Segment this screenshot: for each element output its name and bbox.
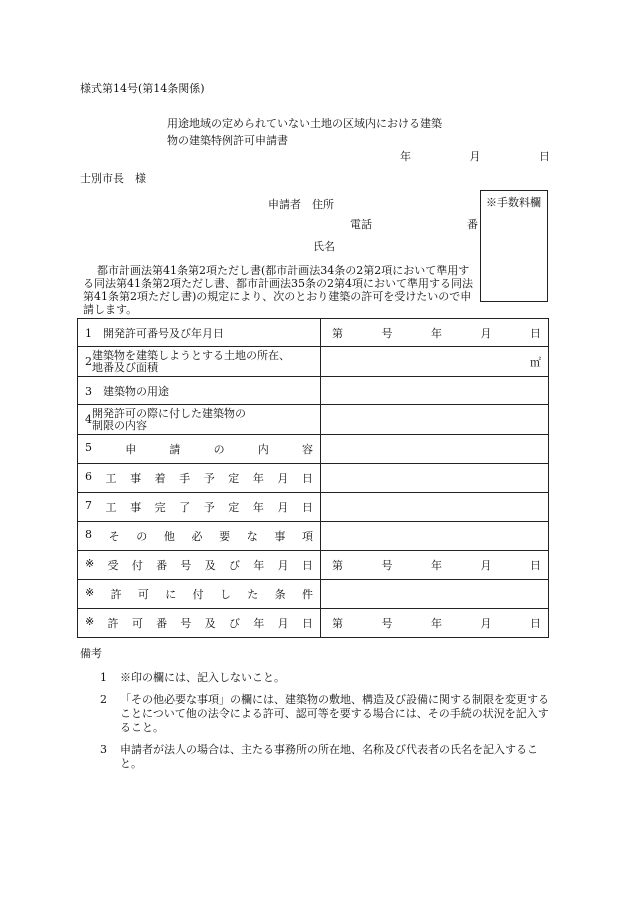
row-label-char: 年 xyxy=(252,472,264,485)
row-label-char: 請 xyxy=(169,443,181,456)
row-label: 3 建築物の用途 xyxy=(85,384,169,398)
row-label xyxy=(85,615,313,631)
row-label-cell xyxy=(78,493,321,522)
date-field-label: 年 xyxy=(431,326,442,340)
row-label-char: 日 xyxy=(301,472,313,485)
row-value-cell[interactable] xyxy=(321,347,549,377)
row-label-char: 年 xyxy=(252,501,264,514)
table-row xyxy=(78,347,549,377)
row-label-char: 番 xyxy=(156,617,168,630)
row-label-char: 容 xyxy=(301,443,313,456)
date-field-label: 号 xyxy=(381,326,393,340)
date-year-label: 年 xyxy=(400,150,411,163)
date-field-label: 号 xyxy=(381,559,393,572)
row-label-text xyxy=(92,350,290,374)
row-label-cell xyxy=(78,464,321,493)
row-label-char: 許 xyxy=(107,617,119,630)
row-label-char: 予 xyxy=(203,472,215,485)
row-label-char: 着 xyxy=(154,472,166,485)
area-unit: ㎡ xyxy=(530,355,541,369)
row-label-char: 工 xyxy=(105,472,117,485)
date-field-label: 第 xyxy=(332,559,343,572)
date-field-label: 日 xyxy=(530,617,541,630)
form-title-line-2: 物の建築特例許可申請書 xyxy=(167,134,288,147)
row-label xyxy=(85,350,313,374)
date-field-label: 月 xyxy=(480,559,492,572)
table-row xyxy=(78,319,549,347)
row-label-char: 完 xyxy=(154,501,166,514)
intro-text: 都市計画法第41条第2項ただし書(都市計画法34条の2第2項において準用する同法第41条第2項ただし書、都市計画法35条の2第4項において準用する同法第41条第2項ただし書)の規定により、次のとおり建築の許可を受けたいので申請します。 xyxy=(83,264,473,316)
row-label-char: 他 xyxy=(163,530,175,543)
row-value-cell[interactable] xyxy=(321,464,549,493)
row-label-char: 月 xyxy=(277,617,289,630)
form-number: 様式第14号(第14条関係) xyxy=(80,82,205,95)
row-label-char: び xyxy=(229,559,240,572)
row-label-char: 月 xyxy=(277,501,289,514)
row-label-char: 付 xyxy=(131,559,143,572)
row-label-char: 日 xyxy=(301,617,313,630)
form-title xyxy=(167,115,442,149)
note-item xyxy=(100,743,552,771)
row-label-char: 条 xyxy=(274,588,286,601)
row-label-char: の xyxy=(136,530,148,543)
table-row xyxy=(78,464,549,493)
row-label-char: 事 xyxy=(130,472,142,485)
note-text: ※印の欄には、記入しないこと。 xyxy=(120,671,285,684)
row-value-cell[interactable] xyxy=(321,609,549,638)
table-row xyxy=(78,435,549,464)
row-label-cell xyxy=(78,522,321,551)
row-label-char: 及 xyxy=(204,617,216,630)
row-label xyxy=(85,470,313,486)
application-table xyxy=(77,318,549,638)
row-label-char: 8 xyxy=(85,528,92,541)
row-label-char: の xyxy=(213,443,225,456)
row-value-cell[interactable] xyxy=(321,493,549,522)
date-field-label: 第 xyxy=(332,617,343,630)
row-label-char: 了 xyxy=(179,501,191,514)
phone-label: 電話 xyxy=(350,218,372,231)
date-field-label: 日 xyxy=(530,559,541,572)
addressee: 士別市長 様 xyxy=(80,172,146,185)
date-field-label: 月 xyxy=(480,326,492,340)
row-label-char: 付 xyxy=(192,588,204,601)
row-label-char: た xyxy=(247,588,259,601)
table-row xyxy=(78,551,549,580)
date-field-label: 月 xyxy=(480,617,492,630)
date-field-label: 号 xyxy=(381,617,393,630)
row-label-line: 地番及び面積 xyxy=(92,360,158,374)
row-label-char: 可 xyxy=(131,617,143,630)
date-line xyxy=(400,148,550,164)
row-label-char: 号 xyxy=(180,559,192,572)
row-label xyxy=(85,557,313,573)
row-label-char: 手 xyxy=(179,472,191,485)
row-label-cell xyxy=(78,319,321,347)
note-item xyxy=(100,671,552,685)
date-day-label: 日 xyxy=(539,150,550,163)
row-label-char: 定 xyxy=(228,472,240,485)
table-row xyxy=(78,522,549,551)
row-label-char: に xyxy=(165,588,177,601)
row-label-char: な xyxy=(246,530,258,543)
row-value-date xyxy=(328,325,541,341)
note-number: 1 xyxy=(100,671,107,684)
row-label-char: 申 xyxy=(125,443,137,456)
row-label-char: 年 xyxy=(253,617,265,630)
table-row xyxy=(78,405,549,435)
row-value-cell[interactable] xyxy=(321,319,549,347)
row-label-char: 事 xyxy=(274,530,286,543)
row-label-char: 受 xyxy=(107,559,119,572)
row-label-char: 年 xyxy=(253,559,265,572)
date-field-label: 第 xyxy=(332,326,343,340)
row-label-char: 6 xyxy=(85,470,92,483)
row-value-cell[interactable] xyxy=(321,405,549,435)
table-row xyxy=(78,377,549,405)
note-text: 申請者が法人の場合は、主たる事務所の所在地、名称及び代表者の氏名を記入すること。 xyxy=(120,743,538,770)
row-label-char: 事 xyxy=(130,501,142,514)
row-label-char: 5 xyxy=(85,441,92,454)
date-field-label: 年 xyxy=(431,617,442,630)
row-label-char: 定 xyxy=(228,501,240,514)
row-label-line: 建築物を建築しようとする土地の所在、 xyxy=(92,348,290,362)
row-label: 1 開発許可番号及び年月日 xyxy=(85,326,224,340)
row-label-char: ※ xyxy=(85,615,95,628)
row-value-date xyxy=(328,615,541,631)
row-label-cell xyxy=(78,405,321,435)
row-label-cell xyxy=(78,347,321,377)
row-label-char: 許 xyxy=(110,588,122,601)
row-label xyxy=(85,528,313,544)
row-label-char: ※ xyxy=(85,586,95,599)
row-label-text xyxy=(92,408,246,432)
row-label-char: し xyxy=(219,588,231,601)
phone-line xyxy=(350,216,478,232)
row-label-char: 及 xyxy=(204,559,216,572)
row-value-cell[interactable] xyxy=(321,580,549,609)
table-row xyxy=(78,609,549,638)
row-label-char: 件 xyxy=(301,588,313,601)
form-title-line-1: 用途地域の定められていない土地の区域内における建築 xyxy=(167,117,442,130)
row-label xyxy=(85,499,313,515)
row-label xyxy=(85,408,313,432)
fee-box xyxy=(480,190,548,302)
row-label-char: び xyxy=(229,617,240,630)
row-number: 4 xyxy=(85,412,92,426)
row-label-char: 月 xyxy=(277,472,289,485)
row-value-cell[interactable] xyxy=(321,551,549,580)
row-label-char: 工 xyxy=(105,501,117,514)
row-value-cell[interactable] xyxy=(321,522,549,551)
row-value-cell[interactable] xyxy=(321,435,549,464)
note-number: 3 xyxy=(100,743,107,756)
row-label-char: 月 xyxy=(277,559,289,572)
row-label-char: 要 xyxy=(219,530,231,543)
row-label-cell xyxy=(78,551,321,580)
row-label xyxy=(85,586,313,602)
row-label xyxy=(85,441,313,457)
row-label-char: 号 xyxy=(180,617,192,630)
table-row xyxy=(78,493,549,522)
row-label-line: 開発許可の際に付した建築物の xyxy=(92,406,246,420)
row-label-char: ※ xyxy=(85,557,95,570)
row-label-cell xyxy=(78,580,321,609)
row-label-char: 日 xyxy=(301,559,313,572)
date-field-label: 年 xyxy=(431,559,442,572)
row-label-char: 番 xyxy=(156,559,168,572)
row-label-cell xyxy=(78,609,321,638)
row-label-char: 可 xyxy=(137,588,149,601)
date-month-label: 月 xyxy=(469,150,481,163)
row-label-char: 予 xyxy=(203,501,215,514)
phone-suffix: 番 xyxy=(467,218,478,231)
row-label-char: そ xyxy=(108,530,120,543)
applicant-address-label: 申請者 住所 xyxy=(268,198,334,211)
row-label-char: 項 xyxy=(302,530,313,543)
row-value-cell[interactable] xyxy=(321,377,549,405)
fee-label: ※手数料欄 xyxy=(486,196,541,209)
row-label-char: 7 xyxy=(85,499,92,512)
row-label-cell xyxy=(78,435,321,464)
note-text: 「その他必要な事項」の欄には、建築物の敷地、構造及び設備に関する制限を変更することについて他の法令による許可、認可等を要する場合には、その手続の状況を記入すること。 xyxy=(120,693,549,734)
row-number: 2 xyxy=(85,354,92,368)
row-label-char: 内 xyxy=(257,443,269,456)
applicant-name-label: 氏名 xyxy=(313,240,335,253)
row-label-char: 必 xyxy=(191,530,203,543)
notes-title: 備考 xyxy=(80,647,102,660)
note-item xyxy=(100,693,552,735)
row-label-cell xyxy=(78,377,321,405)
table-row xyxy=(78,580,549,609)
row-label-line: 制限の内容 xyxy=(92,418,147,432)
date-field-label: 日 xyxy=(530,326,541,340)
row-value-date xyxy=(328,557,541,573)
row-label-char: 日 xyxy=(301,501,313,514)
note-number: 2 xyxy=(100,693,107,706)
